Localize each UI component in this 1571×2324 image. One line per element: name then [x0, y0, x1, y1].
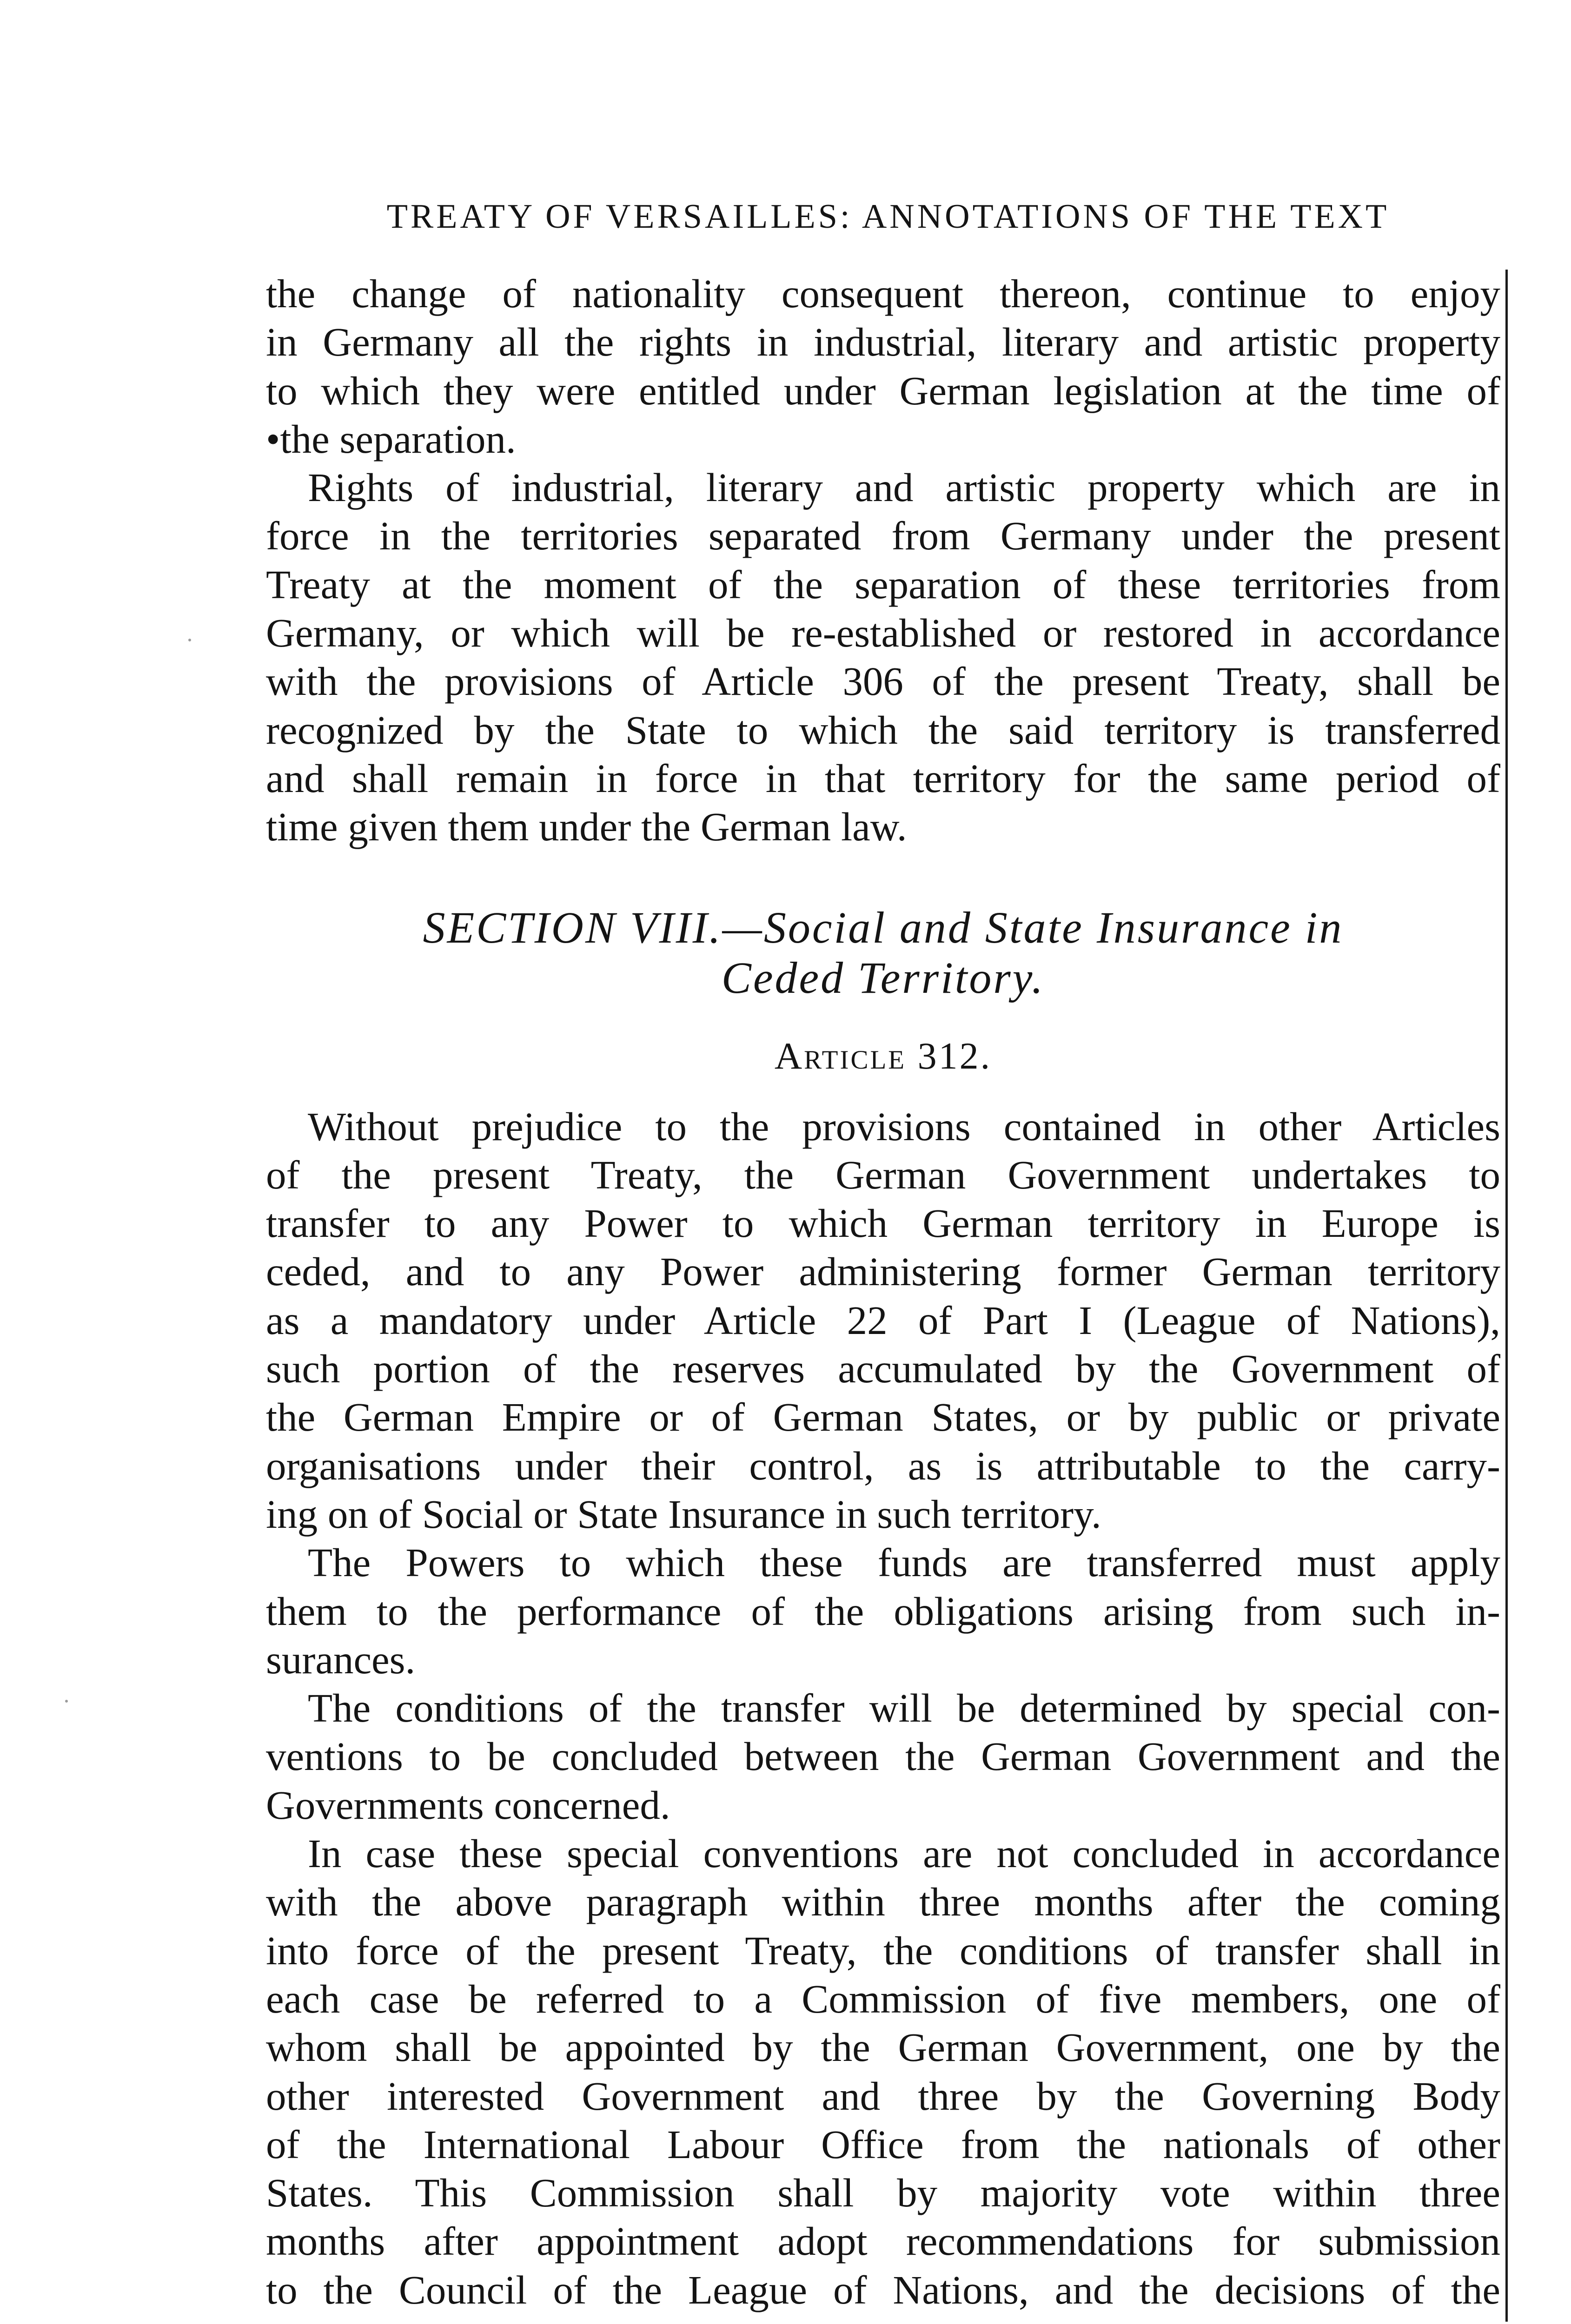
text-line: to which they were entitled under German legislation at the time of	[266, 368, 1500, 413]
text-line: The conditions of the transfer will be determined by special con-	[308, 1685, 1500, 1731]
text-line: transfer to any Power to which German territory in Europe is	[266, 1201, 1500, 1246]
text-line: The Powers to which these funds are transferred must apply	[308, 1540, 1500, 1585]
text-line: the change of nationality consequent thereon, continue to enjoy	[266, 271, 1500, 316]
text-line: ceded, and to any Power administering former German territory	[266, 1249, 1500, 1294]
text-line: ventions to be concluded between the German Government and the	[266, 1734, 1500, 1779]
speck	[188, 639, 191, 641]
text-line: Rights of industrial, literary and artistic property which are in	[308, 465, 1500, 510]
text-line: them to the performance of the obligations arising from such in-	[266, 1588, 1500, 1634]
text-line: States. This Commission shall by majority vote within three	[266, 2170, 1500, 2216]
text-line: force in the territories separated from Germany under the present	[266, 513, 1500, 559]
text-line: each case be referred to a Commission of five members, one of	[266, 1976, 1500, 2021]
text-line: and shall remain in force in that territory for the same period of	[266, 755, 1500, 801]
text-line: ing on of Social or State Insurance in such territory.	[266, 1491, 1101, 1537]
text-line: months after appointment adopt recommendations for submission	[266, 2218, 1500, 2264]
section-heading	[266, 903, 1500, 1003]
text-line: in Germany all the rights in industrial, literary and artistic property	[266, 319, 1500, 365]
text-line: Without prejudice to the provisions contained in other Articles	[308, 1103, 1500, 1149]
paragraph	[266, 270, 1500, 463]
text-line: as a mandatory under Article 22 of Part I (League of Nations),	[266, 1297, 1500, 1343]
margin-rule	[1505, 270, 1508, 2322]
paragraph	[266, 1538, 1500, 1684]
text-line: such portion of the reserves accumulated by the Government of	[266, 1346, 1500, 1392]
text-line: •the separation.	[266, 416, 516, 462]
body-text	[266, 270, 1500, 2314]
text-line: time given them under the German law.	[266, 804, 907, 850]
text-line: with the above paragraph within three months after the coming	[266, 1879, 1500, 1925]
text-line: the German Empire or of German States, or by public or private	[266, 1394, 1500, 1440]
article-heading: Article 312.	[774, 1034, 992, 1077]
paragraph	[266, 463, 1500, 851]
text-line: In case these special conventions are not concluded in accordance	[308, 1831, 1500, 1876]
speck	[65, 1700, 68, 1703]
text-line: surances.	[266, 1637, 416, 1682]
text-line: Germany, or which will be re-established or restored in accordance	[266, 610, 1500, 656]
text-line: to the Council of the League of Nations, and the decisions of the	[266, 2267, 1500, 2312]
section-heading-line-1: SECTION VIII.—Social and State Insurance in	[423, 902, 1344, 952]
paragraphs-bottom	[266, 1103, 1500, 2314]
text-line: Governments concerned.	[266, 1782, 670, 1828]
paragraph	[266, 1829, 1500, 2314]
text-line: other interested Government and three by the Governing Body	[266, 2073, 1500, 2119]
running-head: TREATY OF VERSAILLES: ANNOTATIONS OF THE TEXT	[386, 198, 1390, 236]
text-line: of the present Treaty, the German Government undertakes to	[266, 1152, 1500, 1197]
text-line: Treaty at the moment of the separation of these territories from	[266, 561, 1500, 607]
text-line: into force of the present Treaty, the conditions of transfer shall in	[266, 1928, 1500, 1973]
text-line: organisations under their control, as is attributable to the carry-	[266, 1443, 1500, 1488]
text-line: whom shall be appointed by the German Government, one by the	[266, 2025, 1500, 2070]
paragraph	[266, 1684, 1500, 1829]
paragraphs-top	[266, 270, 1500, 852]
text-line: recognized by the State to which the said territory is transferred	[266, 707, 1500, 753]
paragraph	[266, 1103, 1500, 1539]
section-heading-line-2: Ceded Territory.	[721, 952, 1045, 1003]
text-line: of the International Labour Office from the nationals of other	[266, 2121, 1500, 2167]
text-line: with the provisions of Article 306 of the present Treaty, shall be	[266, 659, 1500, 704]
